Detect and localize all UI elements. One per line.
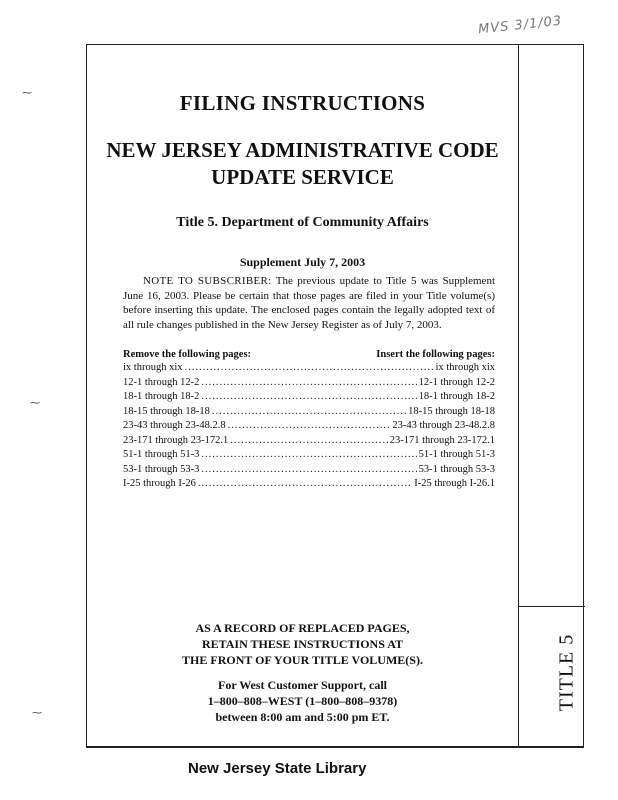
insert-pages: 53-1 through 53-3 bbox=[418, 463, 495, 475]
insert-pages: I-25 through I-26.1 bbox=[414, 478, 495, 489]
page-row bbox=[123, 405, 495, 420]
document-frame bbox=[86, 44, 584, 748]
leader-dots bbox=[201, 390, 416, 405]
subscriber-note bbox=[123, 274, 495, 332]
leader-dots bbox=[201, 463, 416, 478]
handwritten-initials: MVS 3/1/03 bbox=[477, 13, 563, 38]
page-row bbox=[123, 419, 495, 434]
customer-support bbox=[87, 677, 518, 725]
code-title-line2: UPDATE SERVICE bbox=[211, 165, 394, 189]
support-line1: For West Customer Support, call bbox=[217, 678, 387, 692]
page-list-header bbox=[123, 349, 495, 360]
insert-header: Insert the following pages: bbox=[376, 349, 495, 360]
tab-divider bbox=[518, 45, 519, 746]
code-title bbox=[87, 137, 518, 191]
remove-pages: 51-1 through 51-3 bbox=[123, 449, 200, 460]
support-phone: 1–800–808–WEST (1–800–808–9378) bbox=[207, 694, 398, 708]
leader-dots bbox=[185, 361, 434, 376]
page-row bbox=[123, 390, 495, 405]
page-row bbox=[123, 477, 495, 492]
remove-pages: 12-1 through 12-2 bbox=[123, 376, 200, 388]
remove-pages: 53-1 through 53-3 bbox=[123, 463, 200, 475]
insert-pages: 12-1 through 12-2 bbox=[418, 376, 495, 388]
support-hours: between 8:00 am and 5:00 pm ET. bbox=[215, 710, 390, 724]
title-tab bbox=[537, 617, 597, 727]
insert-pages: 18-15 through 18-18 bbox=[408, 405, 495, 417]
record-line1: AS A RECORD OF REPLACED PAGES, bbox=[195, 621, 410, 635]
insert-pages: 23-171 through 23-172.1 bbox=[389, 434, 495, 446]
record-line2: RETAIN THESE INSTRUCTIONS AT bbox=[201, 637, 404, 651]
library-stamp: New Jersey State Library bbox=[188, 760, 367, 777]
page-row bbox=[123, 434, 495, 449]
page-replacement-list bbox=[123, 349, 495, 492]
page-title: FILING INSTRUCTIONS bbox=[179, 91, 426, 115]
leader-dots bbox=[198, 477, 412, 492]
title-tab-label: TITLE 5 bbox=[555, 633, 578, 711]
record-line3: THE FRONT OF YOUR TITLE VOLUME(S). bbox=[182, 653, 423, 667]
note-text: The previous update to Title 5 was Supplement June 16, 2003. Please be certain that those pages are filed in your Title volume(s) before inserting this update. The enclosed pages contain the legally adopted text of all rule changes published in the New Jersey Register as of July 7, 2003. bbox=[123, 275, 495, 331]
insert-pages: ix through xix bbox=[435, 362, 495, 373]
insert-pages: 51-1 through 51-3 bbox=[418, 449, 495, 460]
remove-pages: 18-15 through 18-18 bbox=[123, 405, 210, 417]
insert-pages: 18-1 through 18-2 bbox=[418, 391, 495, 402]
page-row bbox=[123, 448, 495, 463]
leader-dots bbox=[228, 419, 391, 434]
insert-pages: 23-43 through 23-48.2.8 bbox=[392, 420, 495, 431]
page-row bbox=[123, 463, 495, 478]
title-number: Title 5. Department of Community Affairs bbox=[176, 215, 429, 230]
remove-pages: 23-171 through 23-172.1 bbox=[123, 434, 229, 446]
record-instructions bbox=[87, 620, 518, 668]
remove-pages: 23-43 through 23-48.2.8 bbox=[123, 420, 226, 431]
page-row bbox=[123, 361, 495, 376]
tab-rule bbox=[519, 606, 585, 607]
scan-speck: ⁓ bbox=[22, 88, 32, 99]
remove-pages: ix through xix bbox=[123, 362, 183, 373]
scan-speck: ⁓ bbox=[32, 708, 42, 719]
scan-speck: ⁓ bbox=[30, 398, 40, 409]
leader-dots bbox=[230, 434, 387, 449]
supplement-date: Supplement July 7, 2003 bbox=[239, 255, 366, 269]
note-label: NOTE TO SUBSCRIBER: bbox=[143, 275, 272, 287]
code-title-line1: NEW JERSEY ADMINISTRATIVE CODE bbox=[106, 138, 499, 162]
remove-pages: 18-1 through 18-2 bbox=[123, 391, 200, 402]
page-row bbox=[123, 376, 495, 391]
remove-header: Remove the following pages: bbox=[123, 349, 252, 360]
leader-dots bbox=[201, 448, 416, 463]
remove-pages: I-25 through I-26 bbox=[123, 478, 196, 489]
leader-dots bbox=[201, 376, 416, 391]
leader-dots bbox=[212, 405, 406, 420]
